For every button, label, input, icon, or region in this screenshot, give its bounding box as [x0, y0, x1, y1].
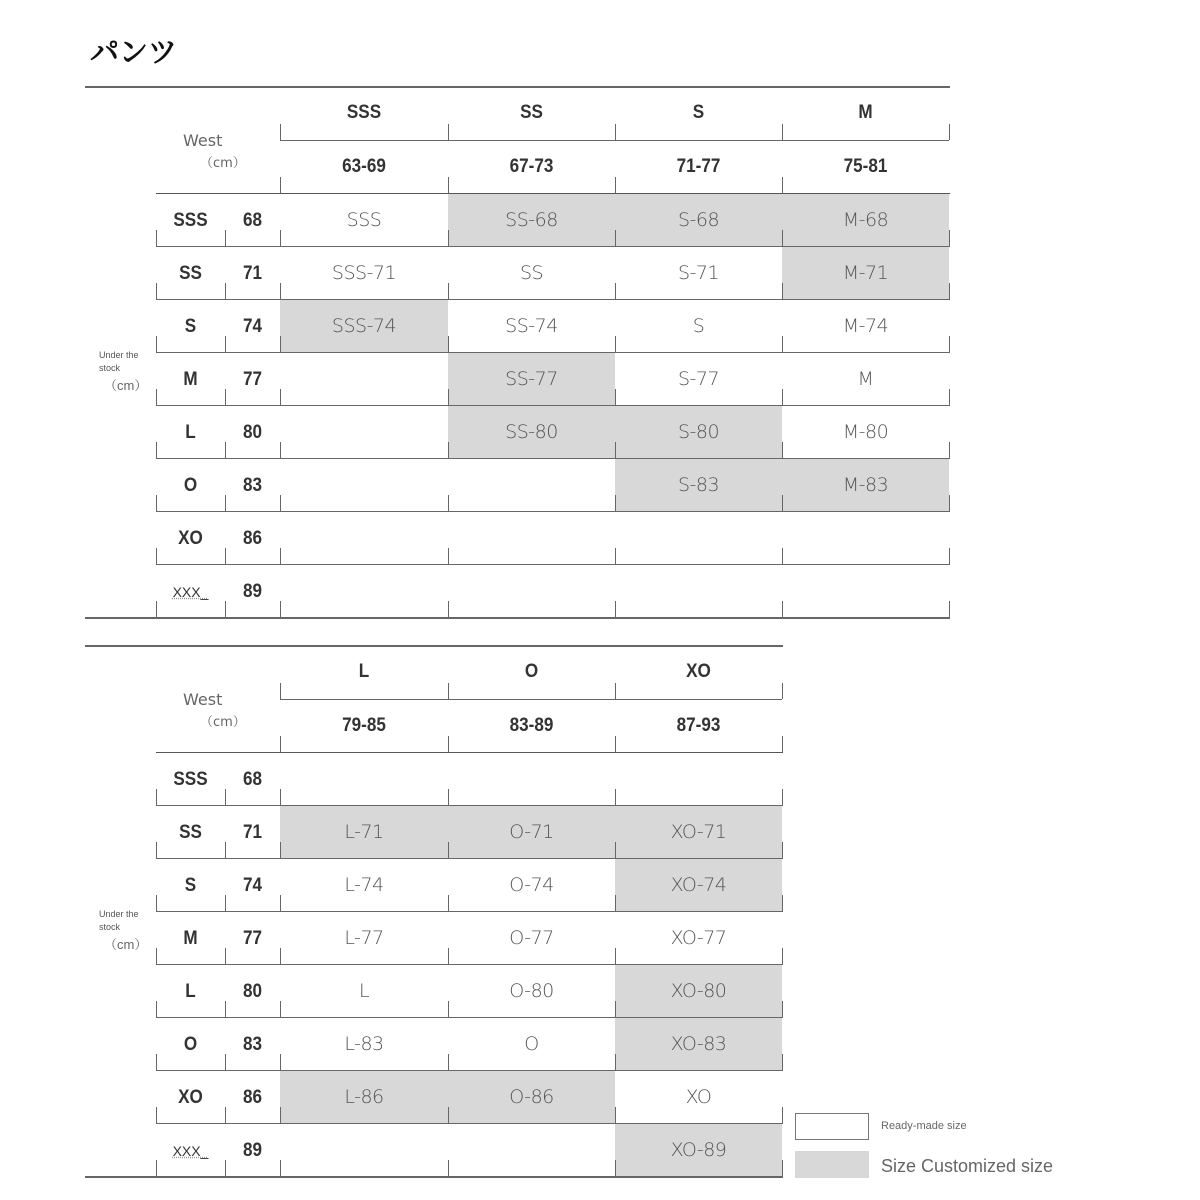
grid-tick: [156, 895, 157, 911]
table-cell: SS: [519, 262, 544, 284]
corner-west-label: West: [183, 690, 223, 709]
grid-tick: [615, 389, 616, 405]
row-size-label: SSS: [173, 209, 208, 231]
grid-tick: [225, 1160, 226, 1176]
table-cell: [280, 406, 448, 458]
grid-tick: [225, 495, 226, 511]
grid-tick: [949, 442, 950, 458]
grid-tick: [448, 842, 449, 858]
table-cell: M-71: [782, 247, 949, 299]
table-cell: [280, 459, 448, 511]
grid-tick: [156, 548, 157, 564]
row-cm-label: 74: [242, 315, 263, 337]
grid-tick: [949, 548, 950, 564]
grid-tick: [615, 548, 616, 564]
grid-tick: [448, 548, 449, 564]
row-cm-label: 74: [242, 874, 263, 896]
table-cell: M-80: [842, 421, 889, 443]
grid-tick: [280, 789, 281, 805]
grid-tick: [615, 1160, 616, 1176]
grid-tick: [615, 1054, 616, 1070]
table-cell: SSS-74: [280, 300, 448, 352]
table-cell: [448, 459, 615, 511]
under-stock-cm-label: （cm）: [104, 937, 148, 952]
grid-tick: [225, 895, 226, 911]
grid-tick: [782, 601, 783, 617]
grid-tick: [280, 1160, 281, 1176]
column-size-l: L: [358, 661, 370, 682]
grid-tick: [280, 548, 281, 564]
grid-tick: [448, 1107, 449, 1123]
grid-tick: [156, 336, 157, 352]
grid-tick: [280, 124, 281, 140]
row-cm-label: 71: [242, 262, 263, 284]
table-cell: S-80: [615, 406, 782, 458]
grid-tick: [156, 389, 157, 405]
grid-tick: [615, 895, 616, 911]
row-cm-label: 71: [242, 821, 263, 843]
grid-tick: [448, 336, 449, 352]
table-cell: O-77: [509, 927, 554, 949]
grid-tick: [615, 842, 616, 858]
row-cm-label: 83: [242, 474, 263, 496]
column-range-m: 75-81: [843, 155, 888, 177]
table-cell: [448, 512, 615, 564]
grid-tick: [782, 842, 783, 858]
grid-tick: [448, 442, 449, 458]
grid-tick: [782, 548, 783, 564]
table-cell: [448, 1124, 615, 1176]
grid-tick: [225, 283, 226, 299]
table-cell: M-74: [842, 315, 889, 337]
grid-tick: [156, 1107, 157, 1123]
table-cell: XO-77: [670, 927, 727, 949]
grid-tick: [615, 789, 616, 805]
table-cell: XO-80: [615, 965, 782, 1017]
grid-tick: [156, 789, 157, 805]
row-cm-label: 68: [242, 768, 263, 790]
grid-tick: [615, 177, 616, 193]
table-cell: O: [524, 1033, 539, 1055]
grid-tick: [782, 1107, 783, 1123]
row-cm-label: 80: [242, 980, 263, 1002]
grid-tick: [225, 336, 226, 352]
table-cell: S: [692, 315, 705, 337]
row-size-label: S: [184, 874, 197, 896]
row-cm-label: 77: [242, 927, 263, 949]
grid-tick: [156, 442, 157, 458]
grid-tick: [448, 736, 449, 752]
grid-tick: [225, 842, 226, 858]
grid-tick: [448, 283, 449, 299]
grid-tick: [280, 1054, 281, 1070]
table-cell: S-71: [677, 262, 720, 284]
grid-tick: [156, 1160, 157, 1176]
grid-tick: [280, 230, 281, 246]
grid-tick: [949, 601, 950, 617]
table-cell: [280, 512, 448, 564]
grid-tick: [949, 230, 950, 246]
grid-tick: [225, 442, 226, 458]
grid-tick: [615, 283, 616, 299]
grid-tick: [280, 177, 281, 193]
grid-tick: [782, 389, 783, 405]
table-cell: SS-74: [505, 315, 558, 337]
grid-tick: [156, 1001, 157, 1017]
legend-customized-swatch: [795, 1151, 869, 1178]
grid-tick: [448, 895, 449, 911]
table-cell: M-68: [782, 194, 949, 246]
legend-ready-made-swatch: [795, 1113, 869, 1140]
table-cell: L: [358, 980, 370, 1002]
table-cell: XO-74: [615, 859, 782, 911]
grid-tick: [225, 389, 226, 405]
grid-tick: [448, 683, 449, 699]
table-cell: [782, 565, 949, 617]
table-cell: [280, 1124, 448, 1176]
grid-tick: [615, 124, 616, 140]
row-cm-label: 80: [242, 421, 263, 443]
row-cm-label: 89: [242, 580, 263, 602]
row-divider: [85, 617, 950, 619]
grid-tick: [615, 948, 616, 964]
table-cell: [615, 753, 782, 805]
grid-tick: [280, 895, 281, 911]
column-range-sss: 63-69: [342, 155, 386, 177]
grid-tick: [615, 495, 616, 511]
table-cell: L-86: [280, 1071, 448, 1123]
grid-tick: [225, 548, 226, 564]
row-size-label: SS: [179, 262, 202, 284]
grid-tick: [949, 336, 950, 352]
grid-tick: [782, 948, 783, 964]
table-cell: S-77: [677, 368, 720, 390]
table-cell: M: [857, 368, 874, 390]
row-size-label: SS: [179, 821, 202, 843]
corner-cm-label: （cm）: [200, 715, 246, 730]
row-size-label: XO: [178, 1086, 203, 1108]
table-cell: O-80: [509, 980, 554, 1002]
grid-tick: [448, 789, 449, 805]
table-cell: SS-80: [448, 406, 615, 458]
grid-tick: [280, 442, 281, 458]
under-stock-label: Under the stock: [99, 909, 139, 932]
grid-tick: [280, 842, 281, 858]
grid-tick: [225, 1001, 226, 1017]
grid-tick: [782, 1001, 783, 1017]
grid-tick: [448, 1054, 449, 1070]
row-cm-label: 68: [242, 209, 263, 231]
grid-tick: [448, 495, 449, 511]
corner-cm-label: （cm）: [200, 156, 246, 171]
grid-tick: [156, 230, 157, 246]
grid-tick: [782, 736, 783, 752]
row-size-label: XXX_: [172, 583, 209, 600]
grid-tick: [448, 1001, 449, 1017]
grid-tick: [280, 336, 281, 352]
row-size-label: L: [185, 980, 196, 1002]
grid-tick: [448, 124, 449, 140]
grid-tick: [280, 283, 281, 299]
column-range-s: 71-77: [676, 155, 721, 177]
table-cell: XO-83: [615, 1018, 782, 1070]
grid-tick: [782, 177, 783, 193]
table-cell: SS-77: [448, 353, 615, 405]
grid-tick: [156, 1054, 157, 1070]
header-divider: [280, 699, 782, 700]
table-cell: SSS: [346, 209, 382, 231]
grid-tick: [782, 789, 783, 805]
table-cell: O-71: [448, 806, 615, 858]
grid-tick: [782, 124, 783, 140]
column-size-o: O: [524, 661, 539, 682]
grid-tick: [280, 601, 281, 617]
row-size-label: S: [184, 315, 197, 337]
grid-tick: [280, 948, 281, 964]
table-cell: L-71: [280, 806, 448, 858]
table-cell: XO-71: [615, 806, 782, 858]
legend-ready-made-label: Ready-made size: [881, 1120, 967, 1132]
grid-tick: [448, 389, 449, 405]
grid-tick: [225, 1107, 226, 1123]
row-cm-label: 83: [242, 1033, 263, 1055]
grid-tick: [156, 601, 157, 617]
table-cell: [615, 512, 782, 564]
grid-tick: [782, 895, 783, 911]
grid-tick: [225, 789, 226, 805]
grid-tick: [782, 495, 783, 511]
corner-west-label: West: [183, 131, 223, 150]
under-stock-cm-label: （cm）: [104, 378, 148, 393]
grid-tick: [280, 683, 281, 699]
row-cm-label: 89: [242, 1139, 263, 1161]
under-stock-label: Under the stock: [99, 350, 139, 373]
grid-tick: [782, 1160, 783, 1176]
table-cell: [782, 512, 949, 564]
grid-tick: [225, 230, 226, 246]
grid-tick: [280, 495, 281, 511]
grid-tick: [280, 1001, 281, 1017]
table-cell: M-83: [782, 459, 949, 511]
grid-tick: [782, 442, 783, 458]
row-size-label: M: [183, 368, 198, 390]
page-title: パンツ: [90, 35, 178, 69]
row-cm-label: 86: [242, 1086, 263, 1108]
grid-tick: [156, 283, 157, 299]
row-size-label: L: [185, 421, 196, 443]
grid-tick: [782, 1054, 783, 1070]
grid-tick: [448, 1160, 449, 1176]
grid-tick: [448, 948, 449, 964]
grid-tick: [225, 601, 226, 617]
grid-tick: [448, 177, 449, 193]
column-size-ss: SS: [520, 102, 543, 123]
grid-tick: [615, 1001, 616, 1017]
column-range-o: 83-89: [509, 714, 554, 736]
column-range-l: 79-85: [342, 714, 386, 736]
table-cell: S-68: [615, 194, 782, 246]
table-cell: XO: [685, 1086, 712, 1108]
grid-tick: [225, 948, 226, 964]
table-cell: [448, 565, 615, 617]
grid-tick: [615, 736, 616, 752]
grid-tick: [949, 495, 950, 511]
table-cell: [280, 753, 448, 805]
grid-tick: [615, 336, 616, 352]
grid-tick: [949, 389, 950, 405]
grid-tick: [615, 601, 616, 617]
row-size-label: O: [183, 1033, 198, 1055]
grid-tick: [782, 683, 783, 699]
grid-tick: [280, 736, 281, 752]
table-cell: L-74: [344, 874, 384, 896]
grid-tick: [615, 442, 616, 458]
grid-tick: [615, 230, 616, 246]
column-range-ss: 67-73: [509, 155, 554, 177]
grid-tick: [782, 230, 783, 246]
grid-tick: [280, 389, 281, 405]
column-size-s: S: [692, 102, 705, 123]
table-cell: [280, 353, 448, 405]
grid-tick: [225, 1054, 226, 1070]
column-range-xo: 87-93: [676, 714, 721, 736]
grid-tick: [448, 230, 449, 246]
grid-tick: [280, 1107, 281, 1123]
row-cm-label: 86: [242, 527, 263, 549]
row-cm-label: 77: [242, 368, 263, 390]
row-size-label: SSS: [173, 768, 208, 790]
column-size-m: M: [858, 102, 873, 123]
column-size-xo: XO: [686, 661, 711, 682]
row-size-label: M: [183, 927, 198, 949]
table-cell: L-77: [344, 927, 384, 949]
table-cell: XO-89: [615, 1124, 782, 1176]
column-size-sss: SSS: [346, 102, 382, 123]
grid-tick: [782, 283, 783, 299]
row-size-label: XO: [178, 527, 203, 549]
grid-tick: [782, 336, 783, 352]
header-divider: [280, 140, 949, 141]
table-cell: S-83: [615, 459, 782, 511]
table-cell: [615, 565, 782, 617]
row-divider: [85, 1176, 783, 1178]
table-cell: SS-68: [448, 194, 615, 246]
table-cell: [448, 753, 615, 805]
grid-tick: [156, 948, 157, 964]
grid-tick: [156, 842, 157, 858]
table-cell: L-83: [344, 1033, 384, 1055]
table-cell: O-74: [509, 874, 554, 896]
grid-tick: [949, 283, 950, 299]
table-cell: SSS-71: [331, 262, 397, 284]
grid-tick: [615, 1107, 616, 1123]
row-size-label: O: [183, 474, 198, 496]
table-cell: O-86: [448, 1071, 615, 1123]
grid-tick: [448, 601, 449, 617]
grid-tick: [949, 124, 950, 140]
row-size-label: XXX_: [172, 1142, 209, 1159]
grid-tick: [615, 683, 616, 699]
grid-tick: [156, 495, 157, 511]
legend-customized-label: Size Customized size: [881, 1156, 1054, 1176]
table-cell: [280, 565, 448, 617]
